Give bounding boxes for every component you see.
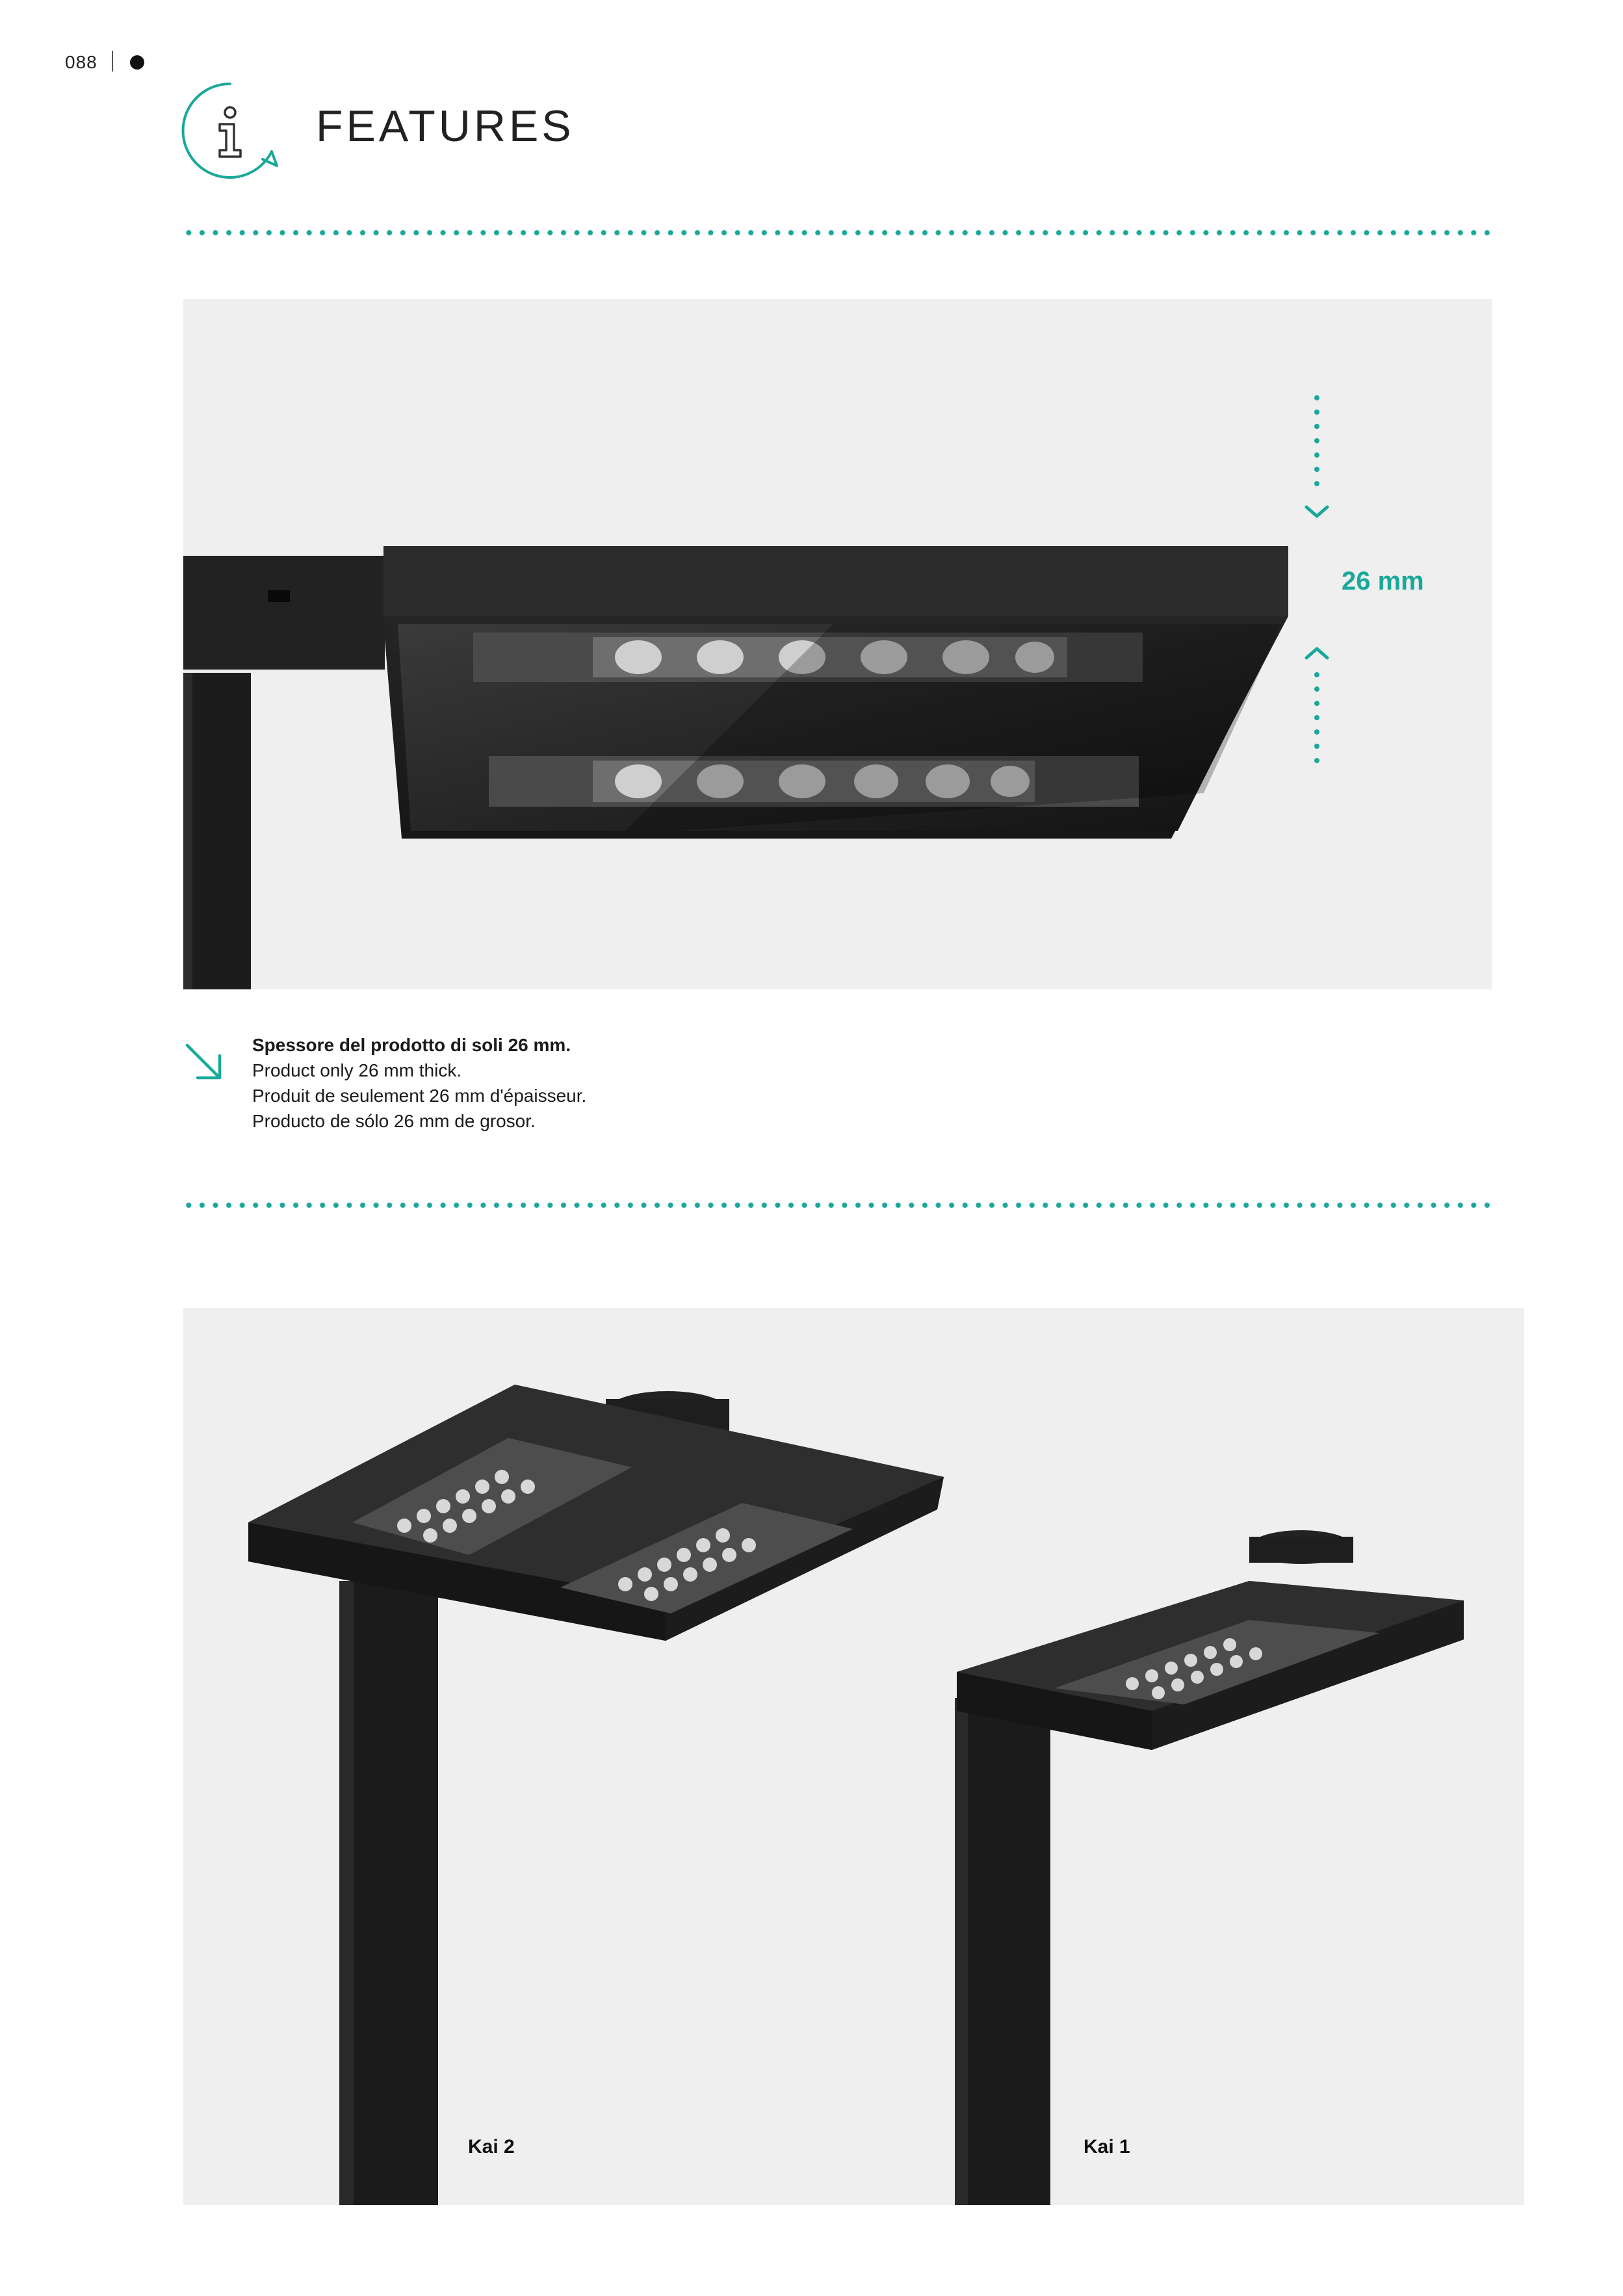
arrow-down-right-icon [182, 1040, 226, 1084]
page-separator [112, 51, 113, 72]
page-number: 088 [65, 52, 97, 72]
page-bullet-icon [130, 55, 144, 70]
kai-models-illustration [183, 1308, 1524, 2205]
luminaire-closeup-image [183, 299, 1492, 989]
luminaire-closeup-illustration [183, 299, 1492, 989]
feature-caption [252, 1032, 586, 1134]
section-title: FEATURES [316, 101, 575, 151]
dotted-divider [182, 229, 1492, 236]
caption-spanish: Producto de sólo 26 mm de grosor. [252, 1111, 536, 1131]
product-label-kai-2: Kai 2 [468, 2136, 515, 2158]
product-label-kai-1: Kai 1 [1084, 2136, 1130, 2158]
dotted-divider [182, 1202, 1492, 1208]
caption-italian: Spessore del prodotto di soli 26 mm. [252, 1035, 571, 1055]
thickness-dimension-label: 26 mm [1342, 567, 1424, 595]
caption-english: Product only 26 mm thick. [252, 1060, 462, 1080]
caption-french: Produit de seulement 26 mm d'épaisseur. [252, 1086, 587, 1106]
product-models-image [183, 1308, 1524, 2205]
info-speech-bubble-icon [181, 81, 279, 180]
